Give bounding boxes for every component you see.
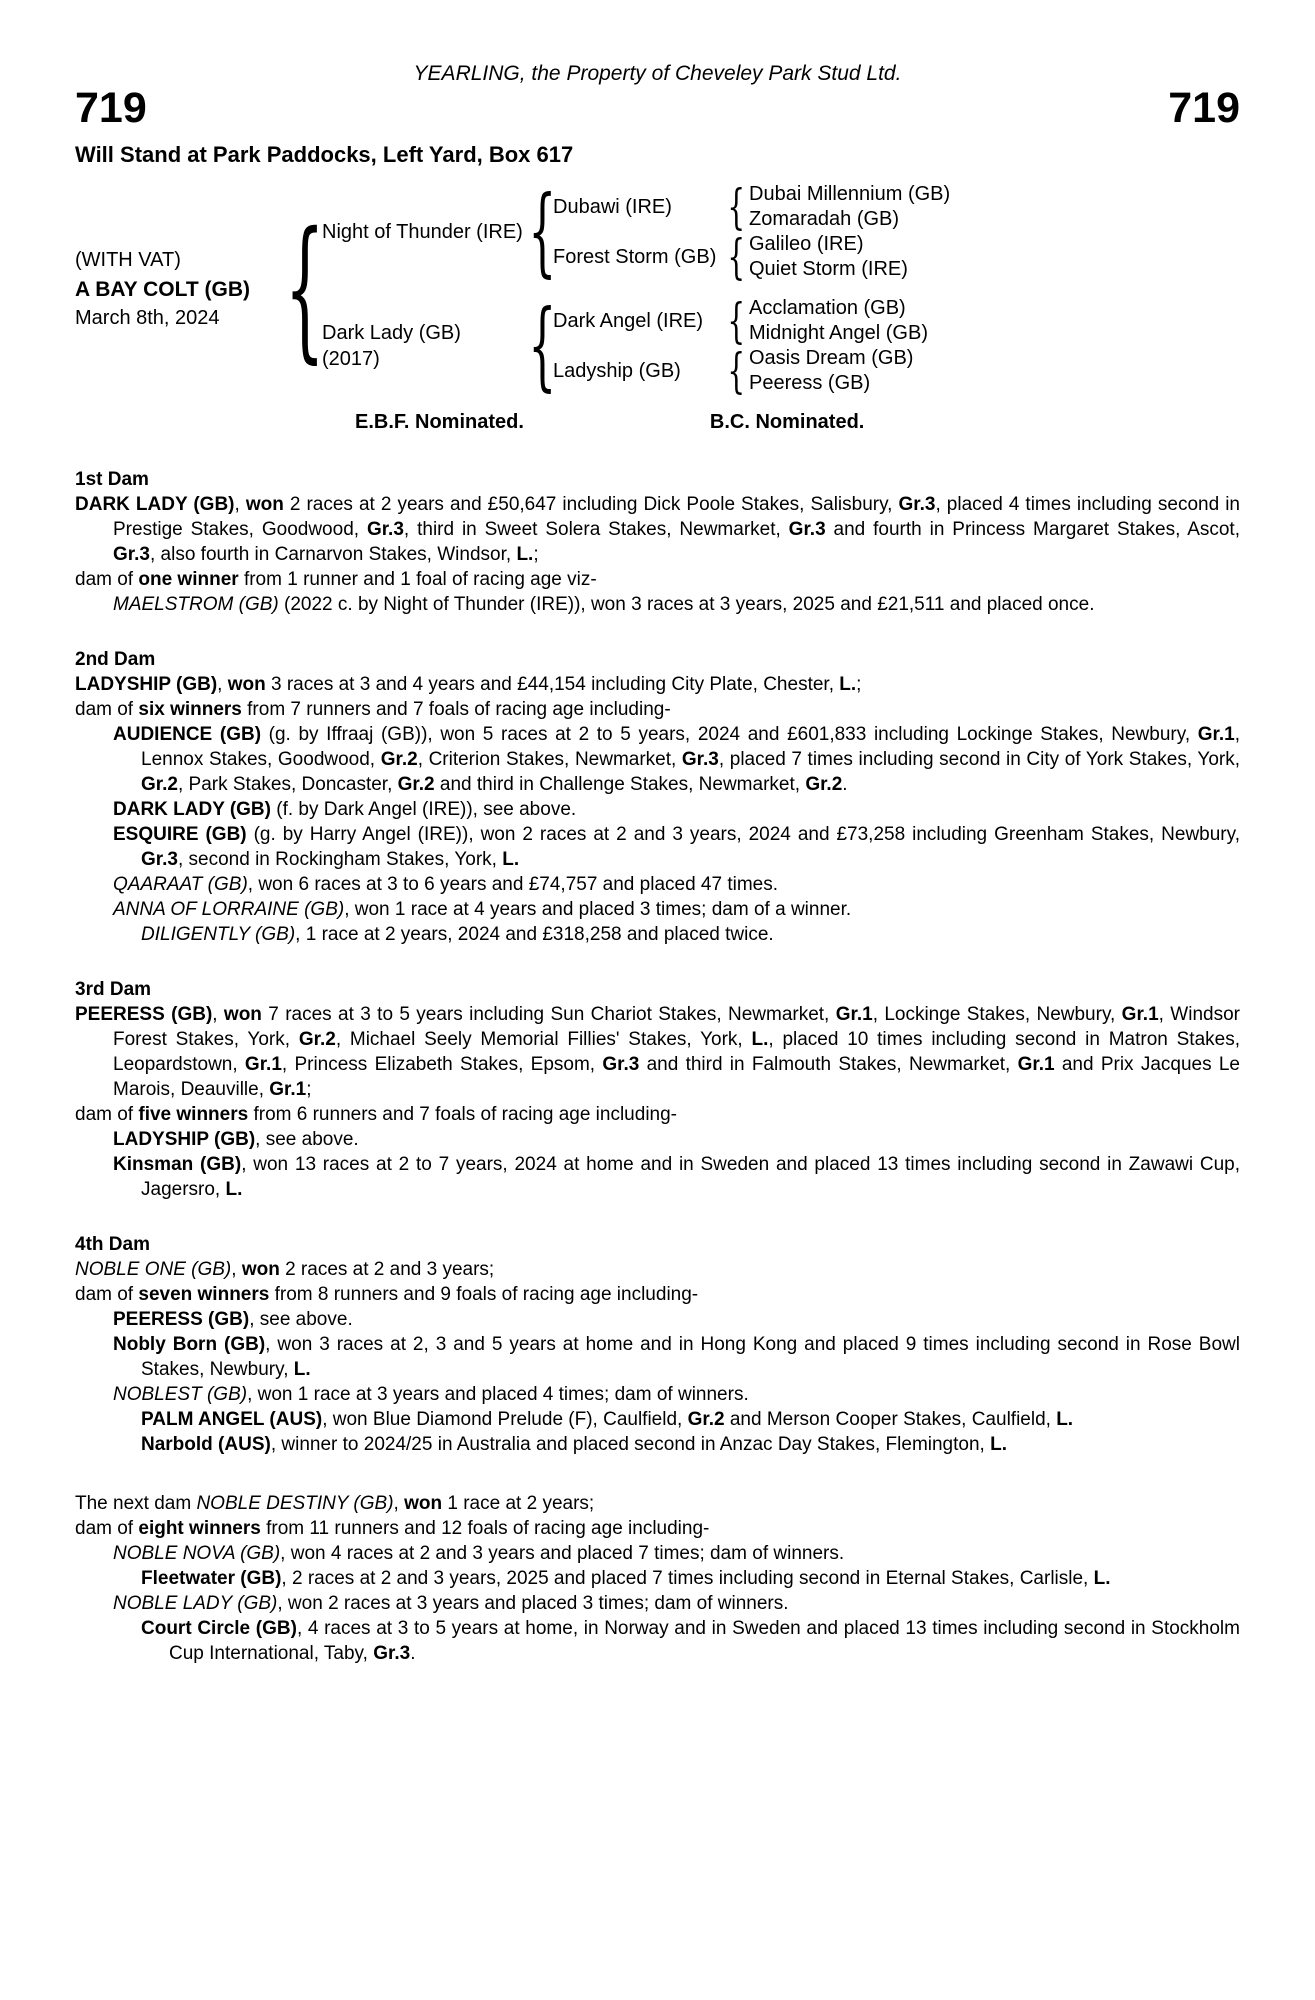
produce-sections: [75, 467, 1240, 1666]
grandparent-brace-icon: [723, 296, 749, 346]
text-segment: Gr.3: [681, 749, 719, 770]
text-segment: L.: [839, 674, 857, 695]
animal-description: A BAY COLT (GB): [75, 277, 251, 301]
great-grandparent-name: Galileo (IRE): [749, 233, 864, 255]
text-segment: L.: [1093, 1568, 1111, 1589]
text-segment: PALM ANGEL (AUS): [141, 1409, 323, 1430]
grandparent-brace-icon: [723, 346, 749, 396]
catalogue-paragraph: [113, 897, 1240, 922]
text-segment: Gr.1: [1197, 724, 1235, 745]
text-segment: won: [404, 1493, 443, 1514]
text-segment: Gr.1: [835, 1004, 873, 1025]
text-segment: Gr.2: [298, 1029, 336, 1050]
text-segment: ,: [231, 1259, 242, 1280]
text-segment: dam of: [75, 1518, 139, 1539]
text-segment: ,: [217, 674, 228, 695]
text-segment: from 7 runners and 7 foals of racing age including-: [241, 699, 671, 720]
text-segment: Gr.2: [805, 774, 843, 795]
page-title: YEARLING, the Property of Cheveley Park Stud Ltd.: [413, 62, 902, 85]
text-segment: (2022 c. by Night of Thunder (IRE)), won 3 races at 3 years, 2025 and £21,511 and placed once.: [278, 594, 1095, 615]
text-segment: , Lockinge Stakes, Newbury,: [872, 1004, 1122, 1025]
text-segment: Gr.1: [244, 1054, 282, 1075]
great-grandparent-name: Midnight Angel (GB): [749, 322, 928, 344]
text-segment: , won Blue Diamond Prelude (F), Caulfield,: [322, 1409, 688, 1430]
text-segment: eight winners: [138, 1518, 261, 1539]
catalogue-paragraph: [75, 1102, 1240, 1127]
text-segment: Gr.2: [141, 774, 178, 795]
text-segment: Fleetwater (GB): [141, 1568, 282, 1589]
text-segment: L.: [293, 1359, 311, 1380]
stand-location-line: Will Stand at Park Paddocks, Left Yard, Box 617: [75, 142, 574, 167]
text-segment: MAELSTROM (GB): [113, 594, 279, 615]
text-segment: 2 races at 2 years and £50,647 including Dick Poole Stakes, Salisbury,: [283, 494, 899, 515]
text-segment: won: [241, 1259, 280, 1280]
text-segment: seven winners: [138, 1284, 270, 1305]
text-segment: ;: [533, 544, 539, 565]
text-segment: DARK LADY (GB): [113, 799, 271, 820]
catalogue-paragraph: [75, 1002, 1240, 1102]
text-segment: Nobly Born (GB): [113, 1334, 266, 1355]
text-segment: Narbold (AUS): [141, 1434, 271, 1455]
text-segment: L.: [502, 849, 520, 870]
text-segment: ;: [856, 674, 862, 695]
text-segment: , won 4 races at 2 and 3 years and placed 7 times; dam of winners.: [280, 1543, 845, 1564]
text-segment: L.: [751, 1029, 769, 1050]
pedigree-text-section: [75, 1232, 1240, 1457]
text-segment: Gr.2: [397, 774, 435, 795]
text-segment: ESQUIRE (GB): [113, 824, 247, 845]
catalogue-paragraph: [141, 1566, 1240, 1591]
text-segment: , Lennox Stakes, Goodwood,: [141, 724, 1241, 770]
text-segment: , 4 races at 3 to 5 years at home, in Norway and in Sweden and placed 13 times including second in Stockholm Cup International, Taby,: [169, 1618, 1240, 1664]
text-segment: Court Circle (GB): [141, 1618, 297, 1639]
pedigree-brace-icon: [288, 182, 322, 396]
section-heading: 1st Dam: [75, 469, 149, 490]
text-segment: Kinsman (GB): [113, 1154, 242, 1175]
text-segment: , second in Rockingham Stakes, York,: [177, 849, 503, 870]
great-grandparent-name: Quiet Storm (IRE): [749, 258, 908, 280]
text-segment: , placed 7 times including second in City of York Stakes, York,: [718, 749, 1240, 770]
text-segment: and fourth in Princess Margaret Stakes, Ascot,: [825, 519, 1240, 540]
text-segment: dam of: [75, 1104, 139, 1125]
text-segment: won: [245, 494, 284, 515]
text-segment: PEERESS (GB): [113, 1309, 250, 1330]
catalogue-paragraph: [141, 1616, 1240, 1666]
section-heading: 3rd Dam: [75, 979, 152, 1000]
catalogue-paragraph: [75, 1257, 1240, 1282]
catalogue-paragraph: [113, 722, 1240, 797]
text-segment: and Prix Jacques Le Marois, Deauville,: [113, 1054, 1241, 1100]
lot-number-left: 719: [75, 84, 147, 132]
text-segment: ,: [234, 494, 246, 515]
dam-dam-name: Ladyship (GB): [553, 359, 681, 382]
catalogue-paragraph: [113, 1152, 1240, 1202]
text-segment: NOBLE LADY (GB): [113, 1593, 278, 1614]
text-segment: 1 race at 2 years;: [442, 1493, 595, 1514]
text-segment: , won 6 races at 3 to 6 years and £74,757 and placed 47 times.: [247, 874, 779, 895]
sire-brace-icon: [531, 182, 553, 282]
animal-info: [75, 246, 288, 333]
grandparent-brace-icon: [723, 232, 749, 282]
text-segment: dam of: [75, 569, 139, 590]
catalogue-paragraph: [113, 1127, 1240, 1152]
catalogue-paragraph: [141, 1407, 1240, 1432]
text-segment: L.: [225, 1179, 243, 1200]
pedigree-tree: [75, 182, 1240, 396]
text-segment: L.: [516, 544, 534, 565]
catalogue-paragraph: [75, 492, 1240, 567]
catalogue-paragraph: [113, 797, 1240, 822]
great-grandparent-name: Peeress (GB): [749, 372, 871, 394]
text-segment: Gr.1: [1121, 1004, 1159, 1025]
text-segment: , won 1 race at 4 years and placed 3 times; dam of a winner.: [344, 899, 852, 920]
catalogue-paragraph: [113, 1541, 1240, 1566]
text-segment: .: [842, 774, 848, 795]
text-segment: , 1 race at 2 years, 2024 and £318,258 and placed twice.: [295, 924, 774, 945]
text-segment: won: [223, 1004, 262, 1025]
catalogue-paragraph: [75, 672, 1240, 697]
text-segment: NOBLE DESTINY (GB): [196, 1493, 394, 1514]
text-segment: dam of: [75, 1284, 139, 1305]
catalogue-paragraph: [113, 1332, 1240, 1382]
text-segment: one winner: [138, 569, 239, 590]
dam-sire-name: Dark Angel (IRE): [553, 309, 704, 332]
text-segment: dam of: [75, 699, 139, 720]
text-segment: five winners: [138, 1104, 249, 1125]
dam-year-line: (2017): [322, 348, 380, 370]
catalogue-paragraph: [75, 1282, 1240, 1307]
text-segment: .: [410, 1643, 416, 1664]
text-segment: and third in Challenge Stakes, Newmarket,: [434, 774, 806, 795]
text-segment: , placed 4 times including second in Prestige Stakes, Goodwood,: [113, 494, 1240, 540]
text-segment: , Michael Seely Memorial Fillies' Stakes, York,: [335, 1029, 752, 1050]
text-segment: Gr.3: [141, 849, 178, 870]
dam-brace-icon: [531, 296, 553, 396]
text-segment: , won 2 races at 3 years and placed 3 times; dam of winners.: [277, 1593, 789, 1614]
great-grandparent-name: Acclamation (GB): [749, 297, 906, 319]
text-segment: Gr.3: [373, 1643, 411, 1664]
grandparent-brace-icon: [723, 182, 749, 232]
text-segment: , won 1 race at 3 years and placed 4 times; dam of winners.: [247, 1384, 749, 1405]
text-segment: DILIGENTLY (GB): [141, 924, 296, 945]
text-segment: won: [227, 674, 266, 695]
text-segment: The next dam: [75, 1493, 197, 1514]
foaling-date: March 8th, 2024: [75, 306, 220, 329]
sire-dam-name: Forest Storm (GB): [553, 245, 717, 268]
section-heading: 2nd Dam: [75, 649, 156, 670]
text-segment: (g. by Iffraaj (GB)), won 5 races at 2 to 5 years, 2024 and £601,833 including Lockinge Stakes, Newbury,: [261, 724, 1198, 745]
text-segment: Gr.3: [113, 544, 150, 565]
text-segment: PEERESS (GB): [75, 1004, 213, 1025]
catalogue-paragraph: [75, 1516, 1240, 1541]
ebf-nominated-label: E.B.F. Nominated.: [355, 411, 524, 433]
catalogue-paragraph: [113, 822, 1240, 872]
pedigree-text-section: [75, 1491, 1240, 1666]
text-segment: ;: [306, 1079, 312, 1100]
text-segment: NOBLE ONE (GB): [75, 1259, 232, 1280]
pedigree-text-section: [75, 647, 1240, 947]
text-segment: L.: [1056, 1409, 1074, 1430]
catalogue-paragraph: [141, 922, 1240, 947]
text-segment: , also fourth in Carnarvon Stakes, Windsor,: [149, 544, 517, 565]
text-segment: ,: [212, 1004, 224, 1025]
text-segment: LADYSHIP (GB): [113, 1129, 256, 1150]
text-segment: , see above.: [255, 1129, 359, 1150]
nominations-row: [75, 410, 1240, 435]
lot-number-row: [75, 86, 1240, 130]
catalogue-paragraph: [113, 592, 1240, 617]
text-segment: , Windsor Forest Stakes, York,: [113, 1004, 1240, 1050]
text-segment: ,: [393, 1493, 405, 1514]
section-heading: 4th Dam: [75, 1234, 150, 1255]
great-grandparent-name: Oasis Dream (GB): [749, 347, 914, 369]
text-segment: ANNA OF LORRAINE (GB): [113, 899, 345, 920]
text-segment: 3 races at 3 and 4 years and £44,154 including City Plate, Chester,: [265, 674, 840, 695]
text-segment: 7 races at 3 to 5 years including Sun Chariot Stakes, Newmarket,: [261, 1004, 836, 1025]
great-grandparent-name: Zomaradah (GB): [749, 208, 900, 230]
text-segment: L.: [990, 1434, 1007, 1455]
text-segment: , Criterion Stakes, Newmarket,: [417, 749, 682, 770]
bc-nominated-label: B.C. Nominated.: [709, 411, 865, 433]
text-segment: from 6 runners and 7 foals of racing age including-: [248, 1104, 678, 1125]
catalogue-paragraph: [113, 1382, 1240, 1407]
text-segment: Gr.3: [602, 1054, 640, 1075]
text-segment: NOBLEST (GB): [113, 1384, 248, 1405]
vat-note: (WITH VAT): [75, 248, 181, 271]
catalogue-paragraph: [141, 1432, 1240, 1457]
text-segment: , winner to 2024/25 in Australia and placed second in Anzac Day Stakes, Flemington,: [270, 1434, 991, 1455]
text-segment: and Merson Cooper Stakes, Caulfield,: [724, 1409, 1057, 1430]
text-segment: , 2 races at 2 and 3 years, 2025 and placed 7 times including second in Eternal Stakes, Carlisle,: [281, 1568, 1094, 1589]
text-segment: , Park Stakes, Doncaster,: [177, 774, 398, 795]
text-segment: LADYSHIP (GB): [75, 674, 218, 695]
text-segment: Gr.3: [366, 519, 404, 540]
dam-name-line: Dark Lady (GB): [322, 322, 461, 344]
text-segment: AUDIENCE (GB): [113, 724, 262, 745]
text-segment: from 1 runner and 1 foal of racing age viz-: [238, 569, 597, 590]
text-segment: , placed 10 times including second in Matron Stakes, Leopardstown,: [113, 1029, 1240, 1075]
text-segment: , see above.: [249, 1309, 353, 1330]
catalogue-paragraph: [75, 567, 1240, 592]
text-segment: (g. by Harry Angel (IRE)), won 2 races at 2 and 3 years, 2024 and £73,258 including Greenham Stakes, Newbury,: [246, 824, 1240, 845]
text-segment: Gr.1: [269, 1079, 307, 1100]
catalogue-paragraph: [75, 1491, 1240, 1516]
text-segment: , third in Sweet Solera Stakes, Newmarket,: [403, 519, 789, 540]
catalogue-paragraph: [113, 1307, 1240, 1332]
catalogue-paragraph: [113, 872, 1240, 897]
lot-number-right: 719: [1168, 84, 1240, 132]
text-segment: Gr.3: [788, 519, 826, 540]
text-segment: (f. by Dark Angel (IRE)), see above.: [270, 799, 577, 820]
text-segment: DARK LADY (GB): [75, 494, 235, 515]
text-segment: , won 13 races at 2 to 7 years, 2024 at home and in Sweden and placed 13 times including second in Zawawi Cup, Jagersro,: [141, 1154, 1240, 1200]
dam-name: [322, 320, 531, 372]
pedigree-text-section: [75, 467, 1240, 617]
text-segment: , won 3 races at 2, 3 and 5 years at home and in Hong Kong and placed 9 times including second in Rose Bowl Stakes, Newbury,: [141, 1334, 1240, 1380]
text-segment: from 11 runners and 12 foals of racing age including-: [260, 1518, 710, 1539]
sire-name: Night of Thunder (IRE): [322, 220, 523, 243]
catalogue-paragraph: [113, 1591, 1240, 1616]
text-segment: QAARAAT (GB): [113, 874, 248, 895]
text-segment: Gr.3: [898, 494, 936, 515]
catalogue-paragraph: [75, 697, 1240, 722]
text-segment: , Princess Elizabeth Stakes, Epsom,: [281, 1054, 603, 1075]
text-segment: Gr.2: [380, 749, 418, 770]
text-segment: NOBLE NOVA (GB): [113, 1543, 281, 1564]
text-segment: 2 races at 2 and 3 years;: [279, 1259, 495, 1280]
text-segment: Gr.2: [687, 1409, 725, 1430]
text-segment: six winners: [138, 699, 242, 720]
pedigree-text-section: [75, 977, 1240, 1202]
great-grandparent-name: Dubai Millennium (GB): [749, 183, 951, 205]
text-segment: and third in Falmouth Stakes, Newmarket,: [639, 1054, 1018, 1075]
sire-sire-name: Dubawi (IRE): [553, 195, 672, 218]
text-segment: Gr.1: [1017, 1054, 1055, 1075]
text-segment: from 8 runners and 9 foals of racing age including-: [269, 1284, 699, 1305]
